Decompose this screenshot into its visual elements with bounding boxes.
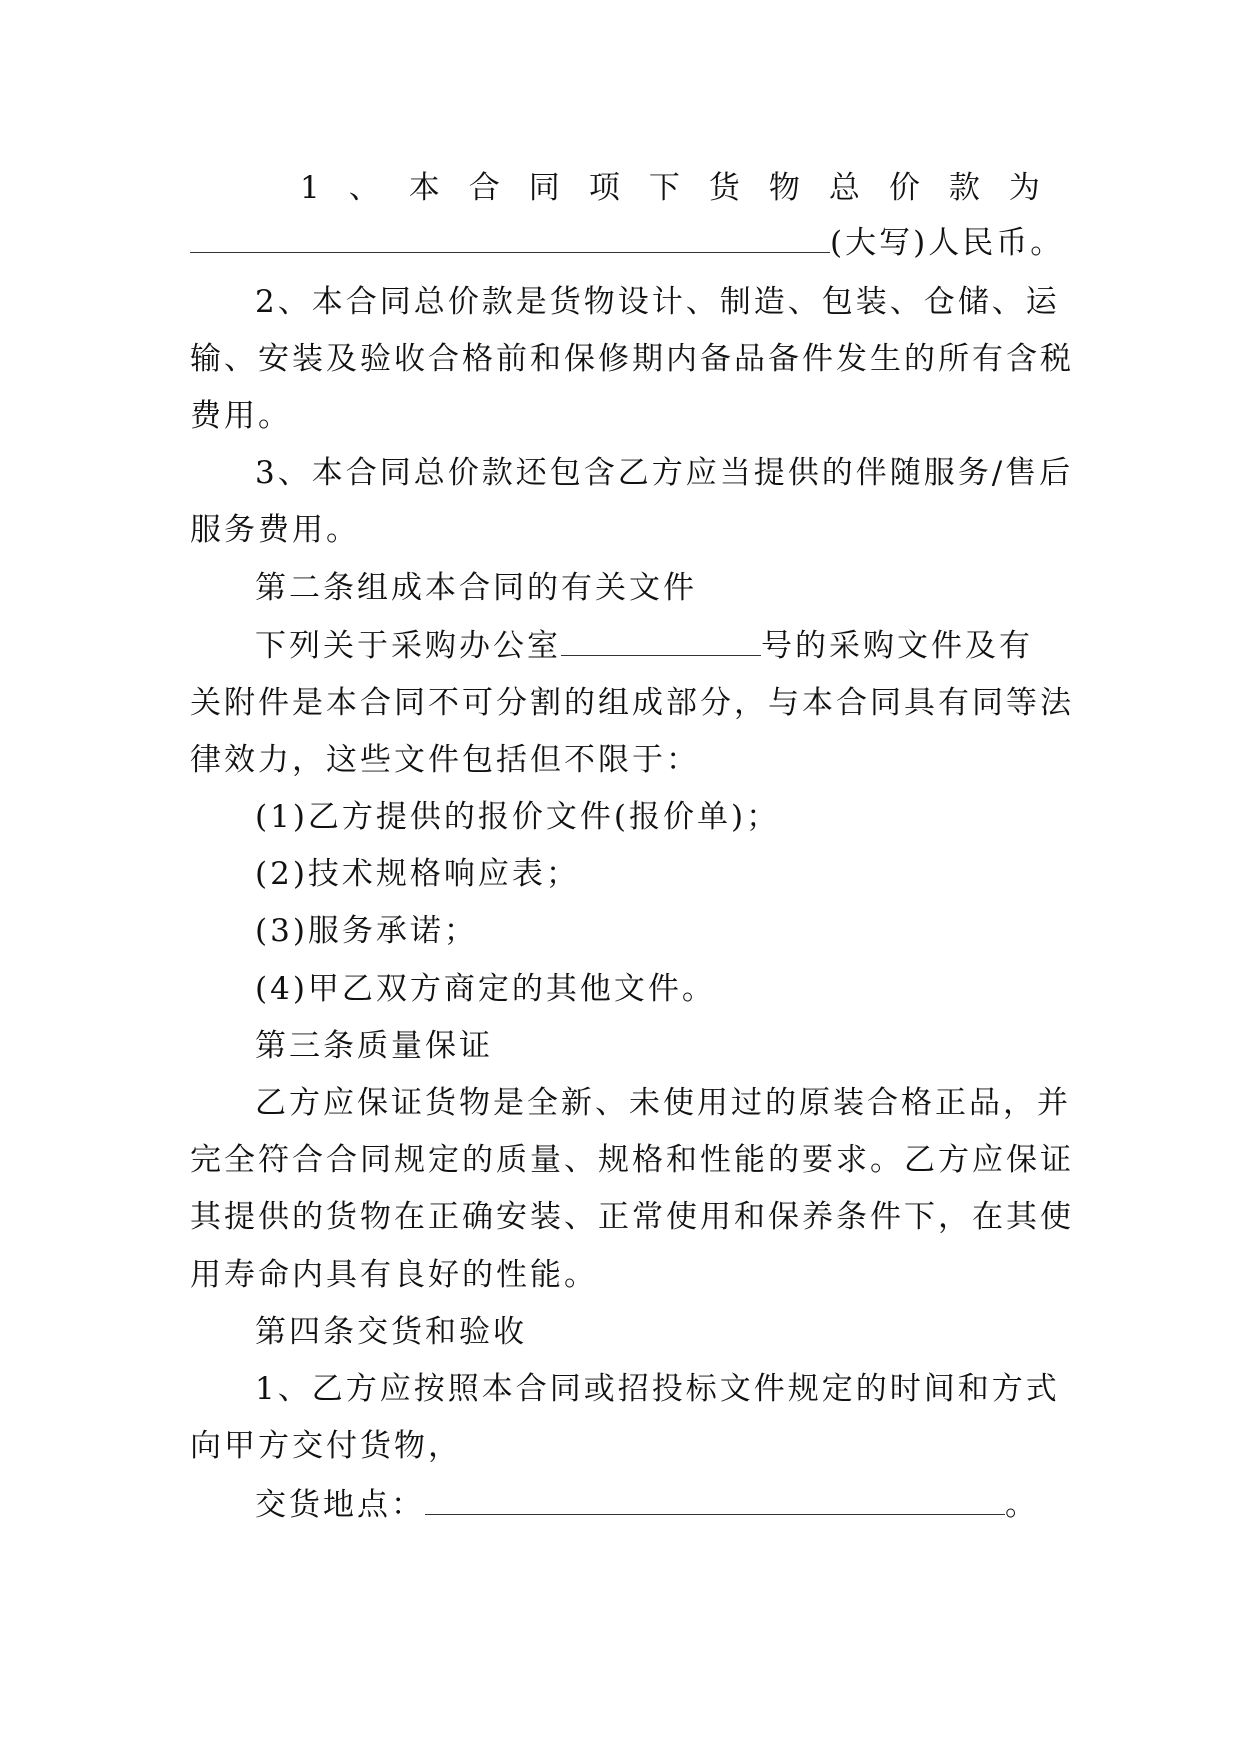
price-char: 下 — [648, 170, 680, 206]
price-char: 本 — [408, 170, 440, 206]
paragraph-line: 向甲方交付货物， — [190, 1428, 462, 1464]
paragraph-line: 关附件是本合同不可分割的组成部分，与本合同具有同等法 — [190, 685, 1074, 721]
price-char: 价 — [888, 170, 920, 206]
paragraph-line: 3、本合同总价款还包含乙方应当提供的伴随服务/售后 — [255, 455, 1074, 491]
procurement-prefix: 下列关于采购办公室 — [255, 628, 561, 664]
price-char: 货 — [708, 170, 740, 206]
delivery-line — [255, 1484, 1050, 1524]
paragraph-line: 律效力，这些文件包括但不限于： — [190, 742, 700, 778]
delivery-suffix: 。 — [1005, 1487, 1039, 1523]
price-amount-line — [190, 222, 1065, 262]
procurement-number-blank[interactable] — [561, 625, 761, 656]
paragraph-line: 完全符合合同规定的质量、规格和性能的要求。乙方应保证 — [190, 1142, 1074, 1178]
paragraph-line: 用寿命内具有良好的性能。 — [190, 1257, 598, 1293]
list-item: (1)乙方提供的报价文件(报价单)； — [255, 799, 781, 835]
paragraph-line: 服务费用。 — [190, 512, 360, 548]
price-char: 、 — [348, 170, 380, 206]
procurement-suffix: 号的采购文件及有 — [761, 628, 1033, 664]
section-heading: 第三条质量保证 — [255, 1028, 493, 1064]
procurement-line — [255, 625, 1050, 665]
price-char: 物 — [768, 170, 800, 206]
price-char: 总 — [828, 170, 860, 206]
delivery-location-blank[interactable] — [425, 1484, 1005, 1515]
price-amount-blank[interactable] — [190, 222, 830, 253]
price-char: 同 — [528, 170, 560, 206]
price-char: 项 — [588, 170, 620, 206]
paragraph-line: 1、乙方应按照本合同或招投标文件规定的时间和方式 — [255, 1371, 1060, 1407]
price-amount-suffix: (大写)人民币。 — [830, 225, 1065, 261]
list-item: (2)技术规格响应表； — [255, 856, 580, 892]
price-char: 款 — [948, 170, 980, 206]
delivery-label: 交货地点： — [255, 1487, 425, 1523]
section-heading: 第四条交货和验收 — [255, 1314, 527, 1350]
price-char: 1 — [300, 170, 320, 206]
section-heading: 第二条组成本合同的有关文件 — [255, 570, 697, 606]
list-item: (4)甲乙双方商定的其他文件。 — [255, 971, 716, 1007]
paragraph-line: 2、本合同总价款是货物设计、制造、包装、仓储、运 — [255, 284, 1060, 320]
price-clause-line — [300, 168, 1040, 208]
paragraph-line: 输、安装及验收合格前和保修期内备品备件发生的所有含税 — [190, 341, 1074, 377]
list-item: (3)服务承诺； — [255, 913, 478, 949]
price-char: 为 — [1008, 170, 1040, 206]
paragraph-line: 费用。 — [190, 398, 292, 434]
price-char: 合 — [468, 170, 500, 206]
paragraph-line: 其提供的货物在正确安装、正常使用和保养条件下，在其使 — [190, 1199, 1074, 1235]
paragraph-line: 乙方应保证货物是全新、未使用过的原装合格正品，并 — [255, 1085, 1071, 1121]
